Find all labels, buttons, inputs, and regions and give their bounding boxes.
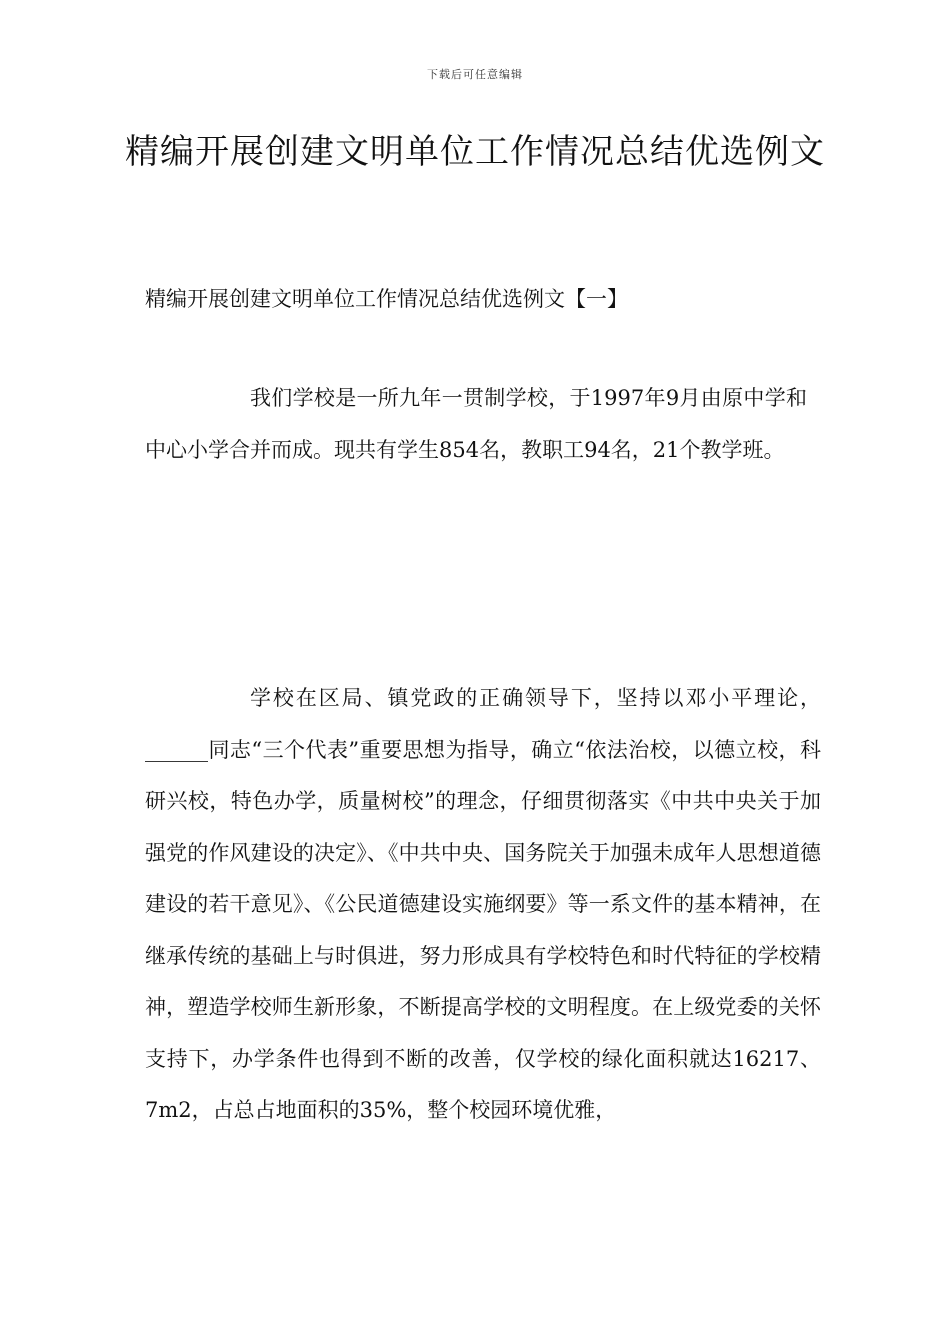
header-note: 下载后可任意编辑: [427, 68, 523, 81]
document-title: 精编开展创建文明单位工作情况总结优选例文: [125, 132, 825, 172]
section-heading: 精编开展创建文明单位工作情况总结优选例文【一】: [145, 287, 628, 311]
body-paragraph-2: 学校在区局、镇党政的正确领导下，坚持以邓小平理论，______同志“三个代表”重要思想为指导，确立“依法治校，以德立校，科研兴校，特色办学，质量树校”的理念，仔细贯彻落实《中共中央关于加强党的作风建设的决定》、《中共中央、国务院关于加强未成年人思想道德建设的若干意见》、《公民道德建设实施纲要》等一系文件的基本精神，在继承传统的基础上与时俱进，努力形成具有学校特色和时代特征的学校精神，塑造学校师生新形象，不断提高学校的文明程度。在上级党委的关怀支持下，办学条件也得到不断的改善，仅学校的绿化面积就达16217、7m2，占总占地面积的35%，整个校园环境优雅，: [145, 686, 821, 1122]
body-paragraph-1: 我们学校是一所九年一贯制学校，于1997年9月由原中学和中心小学合并而成。现共有学生854名，教职工94名，21个教学班。: [145, 386, 807, 462]
